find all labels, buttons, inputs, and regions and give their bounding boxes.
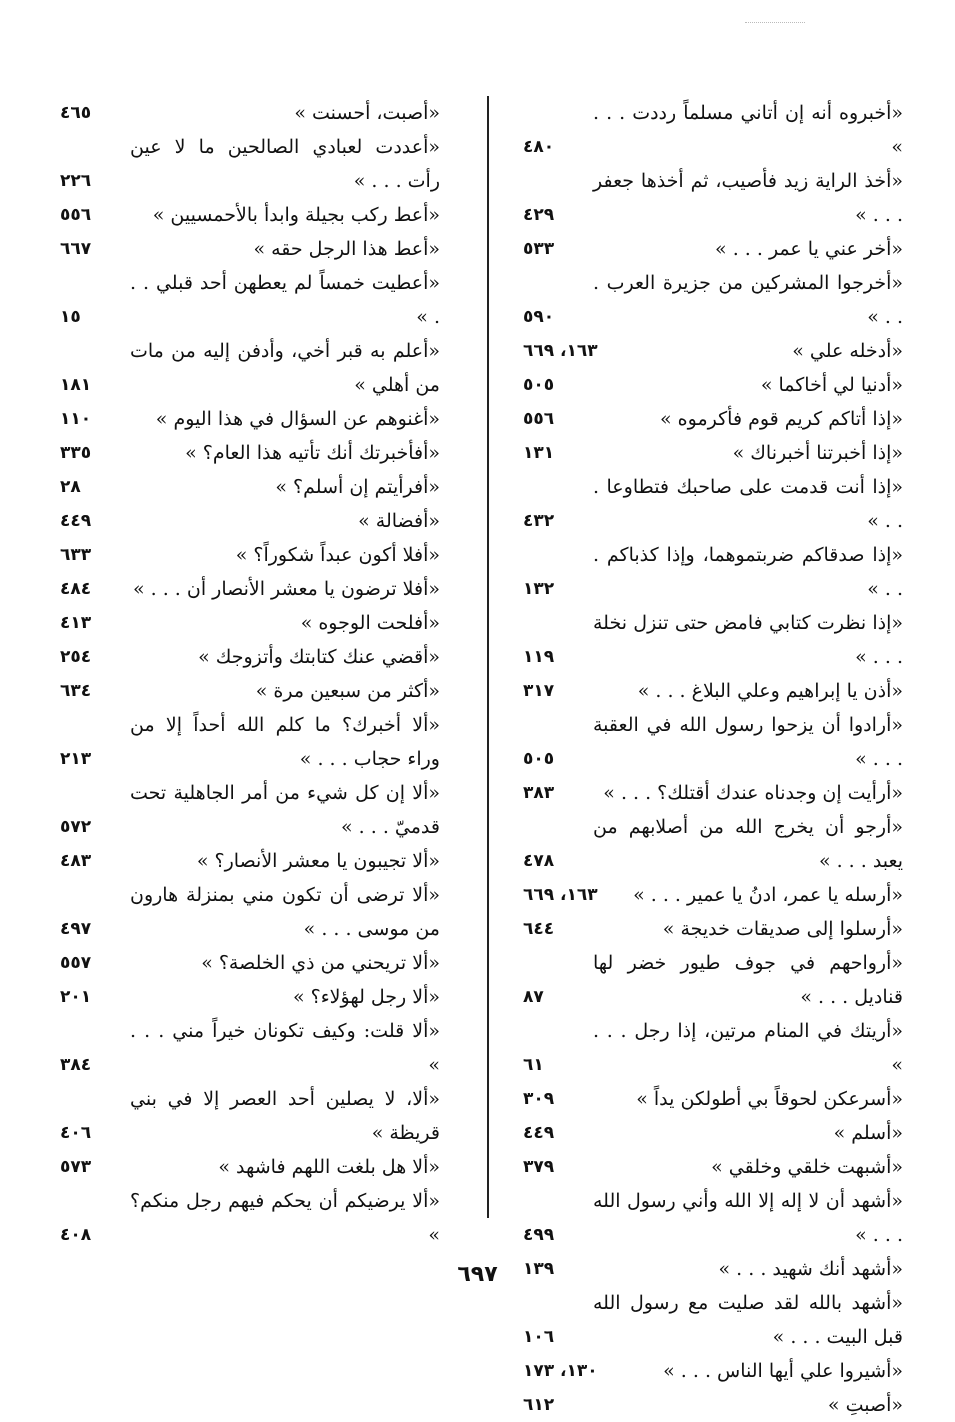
entry-text: «أرواحهم في جوف طيور خضر لها قناديل . . . » (593, 952, 903, 1008)
index-entry (523, 266, 903, 334)
entry-text: «إذا نظرت كتابي فامض حتى تنزل نخلة . . . » (593, 612, 903, 668)
entry-text: «ألا تجيبون يا معشر الأنصار؟ » (196, 850, 440, 872)
index-entry (523, 1388, 903, 1422)
entry-text: «أفلا ترضون يا معشر الأنصار أن . . . » (132, 578, 440, 600)
entry-text: «أدنيا لي أخاكما » (760, 374, 903, 396)
entry-page-ref: ٤١٣ (60, 613, 92, 633)
entry-page-ref: ٥٩٠ (523, 307, 555, 327)
entry-text: «أرأيت إن وجدناه عندك أقتلك؟ . . . » (603, 782, 903, 804)
entry-page-ref: ٦٣٣ (60, 545, 92, 565)
entry-page-ref: ١٣٢ (523, 579, 555, 599)
index-entry (523, 912, 903, 946)
entry-page-ref: ٥٥٦ (523, 409, 555, 429)
entry-text: «أسرعكن لحوقاً بي أطولكن يداً » (636, 1088, 903, 1110)
left-column (60, 96, 440, 1252)
column-divider (487, 96, 489, 1218)
index-entry (60, 198, 440, 232)
entry-page-ref: ٥٠٥ (523, 375, 555, 395)
entry-text: «أسلم » (833, 1122, 903, 1144)
entry-page-ref: ١٦٣، ٦٦٩ (523, 341, 598, 361)
entry-page-ref: ٤٨٤ (60, 579, 92, 599)
index-entry (523, 776, 903, 810)
entry-text: «أذن يا إبراهيم وعلي البلاغ . . . » (637, 680, 903, 702)
entry-page-ref: ٥٥٧ (60, 953, 92, 973)
entry-text: «أغنوهم عن السؤال في هذا اليوم » (155, 408, 440, 430)
index-entry (60, 946, 440, 980)
index-entry (523, 1014, 903, 1082)
entry-page-ref: ٤٨٠ (523, 137, 555, 157)
entry-page-ref: ١٨١ (60, 375, 92, 395)
entry-page-ref: ١٥ (60, 307, 81, 327)
entry-text: «أفرأيتم إن أسلم؟ » (275, 476, 440, 498)
page-number: ٦٩٧ (457, 1262, 498, 1287)
index-entry (523, 232, 903, 266)
entry-page-ref: ٣٨٤ (60, 1055, 92, 1075)
index-entry (523, 708, 903, 776)
entry-text: «أصبت، أحسنت » (294, 102, 440, 124)
entry-page-ref: ٢٢٦ (60, 171, 92, 191)
entry-text: «ألا قلت: وكيف تكونان خيراً مني . . . » (130, 1020, 440, 1076)
entry-text: «أرسله يا عمر، ادنُ يا عمير . . . » (633, 884, 903, 906)
index-entry (60, 266, 440, 334)
entry-text: «أرادوا أن يزحوا رسول الله في العقبة . . . » (593, 714, 903, 770)
index-entry (523, 1082, 903, 1116)
index-entry (60, 674, 440, 708)
index-entry (523, 674, 903, 708)
entry-page-ref: ١٣٩ (523, 1259, 555, 1279)
index-entry (60, 776, 440, 844)
index-entry (523, 606, 903, 674)
entry-page-ref: ٣٠٩ (523, 1089, 555, 1109)
entry-text: «أعط ركب بجيلة وابدأ بالأحمسيين » (152, 204, 440, 226)
entry-page-ref: ٤٤٩ (523, 1123, 555, 1143)
entry-text: «ألا يرضيكم أن يحكم فيهم رجل منكم؟ » (130, 1190, 440, 1246)
entry-page-ref: ٥٣٣ (523, 239, 555, 259)
index-entry (523, 436, 903, 470)
entry-text: «أرجو أن يخرج الله من أصلابهم من يعبد . . . » (593, 816, 903, 872)
index-entry (60, 130, 440, 198)
entry-page-ref: ١٣٠، ١٧٣ (523, 1361, 598, 1381)
entry-page-ref: ٤٩٩ (523, 1225, 555, 1245)
index-entry (60, 470, 440, 504)
index-entry (60, 402, 440, 436)
entry-text: «أشهد أن لا إله إلا الله وأني رسول الله . . . » (593, 1190, 903, 1246)
index-entry (60, 708, 440, 776)
right-column (523, 96, 903, 1422)
index-entry (523, 1286, 903, 1354)
entry-page-ref: ٦٦٧ (60, 239, 92, 259)
index-entry (60, 844, 440, 878)
entry-page-ref: ٤٤٩ (60, 511, 92, 531)
entry-page-ref: ١٦٣، ٦٦٩ (523, 885, 598, 905)
entry-page-ref: ٤٨٣ (60, 851, 92, 871)
entry-page-ref: ٦١٢ (523, 1395, 555, 1415)
entry-text: «إذا أخبرتنا أخبرناك » (732, 442, 903, 464)
entry-page-ref: ٦٣٤ (60, 681, 92, 701)
entry-text: «أكثر من سبعين مرة » (255, 680, 440, 702)
entry-text: «أخذ الراية زيد فأصيب، ثم أخذها جعفر . . . » (593, 170, 903, 226)
entry-text: «أفضالة » (358, 510, 440, 532)
index-entry (60, 538, 440, 572)
index-entry (523, 334, 903, 368)
index-entry (60, 878, 440, 946)
entry-page-ref: ٣٣٥ (60, 443, 92, 463)
index-entry (60, 1150, 440, 1184)
entry-text: «ألا ترضى أن تكون مني بمنزلة هارون من موسى . . . » (130, 884, 440, 940)
index-entry (523, 946, 903, 1014)
index-entry (60, 232, 440, 266)
entry-page-ref: ٥٠٥ (523, 749, 555, 769)
index-entry (60, 640, 440, 674)
entry-page-ref: ٤٢٩ (523, 205, 555, 225)
entry-text: «أعلم به قبر أخي، وأدفن إليه من مات من أهلي » (130, 340, 440, 396)
index-entry (60, 1082, 440, 1150)
index-entry (523, 538, 903, 606)
index-entry (523, 810, 903, 878)
entry-text: «ألا تريحني من ذي الخلصة؟ » (201, 952, 440, 974)
entry-page-ref: ١١٠ (60, 409, 92, 429)
entry-text: «أدخله علي » (792, 340, 903, 362)
index-entry (523, 1184, 903, 1252)
entry-page-ref: ١٠٦ (523, 1327, 555, 1347)
entry-text: «أشهد بالله لقد صليت مع رسول الله قبل البيت . . . » (593, 1292, 903, 1348)
entry-page-ref: ٣١٧ (523, 681, 555, 701)
entry-text: «أخرجوا المشركين من جزيرة العرب . . . » (593, 272, 903, 328)
entry-text: «أعط هذا الرجل حقه » (253, 238, 440, 260)
entry-text: «أفلحت الوجوه » (300, 612, 440, 634)
entry-text: «ألا أخبرك؟ ما كلم الله أحداً إلا من وراء حجاب . . . » (130, 714, 440, 770)
entry-page-ref: ٤٦٥ (60, 103, 92, 123)
index-entry (60, 606, 440, 640)
entry-page-ref: ٢٠١ (60, 987, 92, 1007)
entry-page-ref: ٢١٣ (60, 749, 92, 769)
entry-page-ref: ٣٨٣ (523, 783, 555, 803)
entry-page-ref: ١١٩ (523, 647, 555, 667)
index-entry (60, 1014, 440, 1082)
entry-page-ref: ٥٧٣ (60, 1157, 92, 1177)
entry-text: «أخبروه أنه إن أتاني مسلماً رددت . . . » (593, 102, 903, 158)
index-entry (523, 878, 903, 912)
index-entry (60, 980, 440, 1014)
entry-text: «ألا، لا يصلين أحد العصر إلا في بني قريظة » (130, 1088, 440, 1144)
scan-mark (745, 22, 805, 35)
entry-page-ref: ٢٥٤ (60, 647, 92, 667)
entry-text: «إذا أتاكم كريم قوم فأكرموه » (660, 408, 903, 430)
entry-text: «ألا رجل لهؤلاء؟ » (292, 986, 440, 1008)
entry-text: «ألا إن كل شيء من أمر الجاهلية تحت قدميّ . . . » (130, 782, 440, 838)
entry-page-ref: ٢٨ (60, 477, 81, 497)
index-entry (60, 436, 440, 470)
entry-text: «أفأخبرتك أنك تأتيه هذا العام؟ » (185, 442, 440, 464)
entry-text: «أصبتِ » (827, 1394, 903, 1416)
entry-page-ref: ٥٧٢ (60, 817, 92, 837)
index-entry (60, 96, 440, 130)
entry-text: «أريتك في المنام مرتين، إذا رجل . . . » (593, 1020, 903, 1076)
entry-text: «إذا صدقاكم ضربتموهما، وإذا كذباكم . . . » (593, 544, 903, 600)
entry-page-ref: ٤٠٨ (60, 1225, 92, 1245)
entry-text: «أشبهت خلقي وخلقي » (711, 1156, 903, 1178)
index-entry (523, 368, 903, 402)
index-entry (60, 1184, 440, 1252)
entry-page-ref: ٤٧٨ (523, 851, 555, 871)
entry-text: «أعطيت خمساً لم يعطهن أحد قبلي . . . » (130, 272, 440, 328)
index-entry (60, 334, 440, 402)
entry-page-ref: ٤٩٧ (60, 919, 92, 939)
entry-text: «أرسلوا إلى صديقات خديجة » (662, 918, 903, 940)
entry-text: «إذا أنت قدمت على صاحبك فتطاوعا . . . » (593, 476, 903, 532)
entry-page-ref: ١٣١ (523, 443, 555, 463)
index-entry (60, 572, 440, 606)
entry-text: «أخر عني يا عمر . . . » (715, 238, 903, 260)
entry-text: «أشهد أنك شهيد . . . » (718, 1258, 903, 1280)
entry-page-ref: ٦١ (523, 1055, 544, 1075)
index-entry (523, 96, 903, 164)
entry-text: «أفلا أكون عبداً شكوراً؟ » (235, 544, 440, 566)
index-entry (60, 504, 440, 538)
index-entry (523, 164, 903, 232)
entry-text: «أقضي عنك كتابتك وأتزوجك » (198, 646, 440, 668)
index-entry (523, 402, 903, 436)
entry-page-ref: ٤٣٢ (523, 511, 555, 531)
entry-page-ref: ٣٧٩ (523, 1157, 555, 1177)
entry-page-ref: ٦٤٤ (523, 919, 555, 939)
index-entry (523, 470, 903, 538)
entry-text: «أشيروا علي أيها الناس . . . » (663, 1360, 903, 1382)
entry-text: «ألا هل بلغت اللهم فاشهد » (218, 1156, 440, 1178)
entry-page-ref: ٤٠٦ (60, 1123, 92, 1143)
index-entry (523, 1116, 903, 1150)
index-entry (523, 1150, 903, 1184)
entry-text: «أعددت لعبادي الصالحين ما لا عين رأت . . . » (130, 136, 440, 192)
index-entry (523, 1354, 903, 1388)
entry-page-ref: ٥٥٦ (60, 205, 92, 225)
entry-page-ref: ٨٧ (523, 987, 544, 1007)
